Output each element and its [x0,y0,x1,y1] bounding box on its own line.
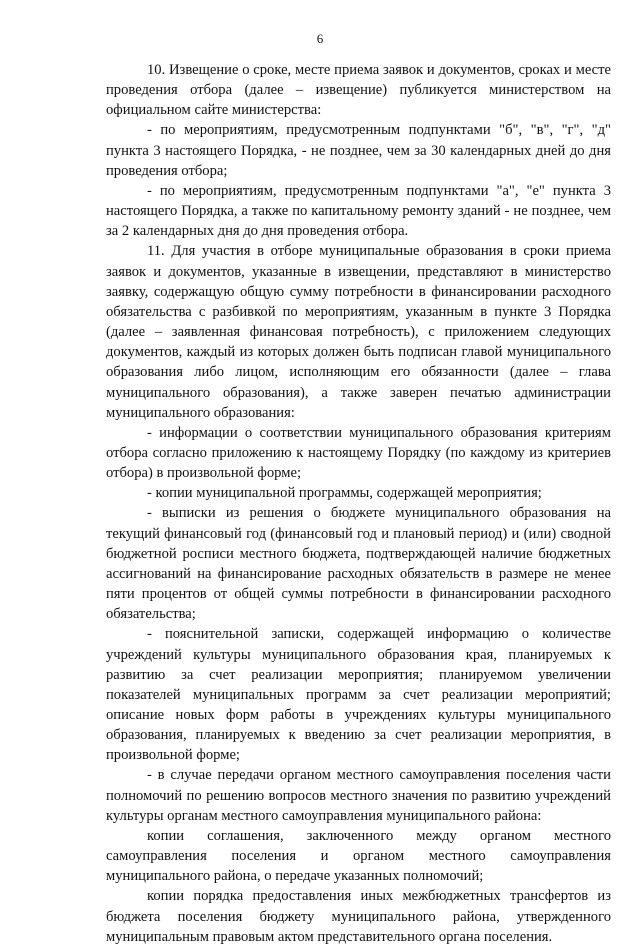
paragraph-11-application: 11. Для участия в отборе муниципальные образования в сроки приема заявок и документов, указанные в извещении, представляют в министерство заявку, содержащую общую сумму потребности в финансировании расходного обязательства с разбивкой по мероприятиям, указанным в пункте 3 Порядка (далее – заявленная финансовая потребность), с приложением следующих документов, каждый из которых должен быть подписан главой муниципального образования либо лицом, исполняющим его обязанности (далее – глава муниципального образования), а также заверен печатью администрации муниципального образования: [106,243,611,421]
paragraph-10-announcement: 10. Извещение о сроке, месте приема заявок и документов, сроках и месте проведения отбора (далее – извещение) публикуется министерством на официальном сайте министерства: [106,62,611,119]
list-item-deadline-30-days: - по мероприятиям, предусмотренным подпунктами "б", "в", "г", "д" пункта 3 настоящего Порядка, - не позднее, чем за 30 календарных дней до дня проведения отбора; [106,122,611,179]
page-number: 6 [316,31,324,46]
sub-item-agreement-copy: копии соглашения, заключенного между органом местного самоуправления поселения и органом местного самоуправления муниципального района, о передаче указанных полномочий; [106,827,611,885]
sub-item-transfer-procedure-copy: копии порядка предоставления иных межбюджетных трансфертов из бюджета поселения бюджету муниципального района, утвержденного муниципальным правовым актом представительного органа поселения. [106,888,611,945]
list-item-explanatory-note: - пояснительной записки, содержащей информацию о количестве учреждений культуры муниципального образования края, планируемых к развитию за счет реализации мероприятия; планируемом увеличении показателей муниципальных программ за счет реализации мероприятий; описание новых форм работы в учреждениях культуры муниципального образования, планируемых к введению за счет реализации мероприятия, в произвольной форме; [106,626,611,764]
list-item-criteria-info: - информации о соответствии муниципального образования критериям отбора согласно приложению к настоящему Порядку (по каждому из критериев отбора) в произвольной форме; [106,424,611,482]
list-item-budget-extract: - выписки из решения о бюджете муниципального образования на текущий финансовый год (финансовый год и плановый период) и (или) сводной бюджетной росписи местного бюджета, подтверждающей наличие бюджетных ассигнований на финансирование расходных обязательств в размере не менее пяти процентов от общей суммы потребности в финансировании расходного обязательства; [106,505,611,623]
list-item-program-copy: - копии муниципальной программы, содержащей мероприятия; [147,485,542,502]
list-item-powers-transfer: - в случае передачи органом местного самоуправления поселения части полномочий по решению вопросов местного значения по развитию учреждений культуры органам местного самоуправления муниципального района: [106,767,611,824]
document-body [106,60,611,947]
list-item-deadline-2-days: - по мероприятиям, предусмотренным подпунктами "а", "е" пункта 3 настоящего Порядка, а также по капитальному ремонту зданий - не позднее, чем за 2 календарных дня до дня проведения отбора. [106,182,611,240]
